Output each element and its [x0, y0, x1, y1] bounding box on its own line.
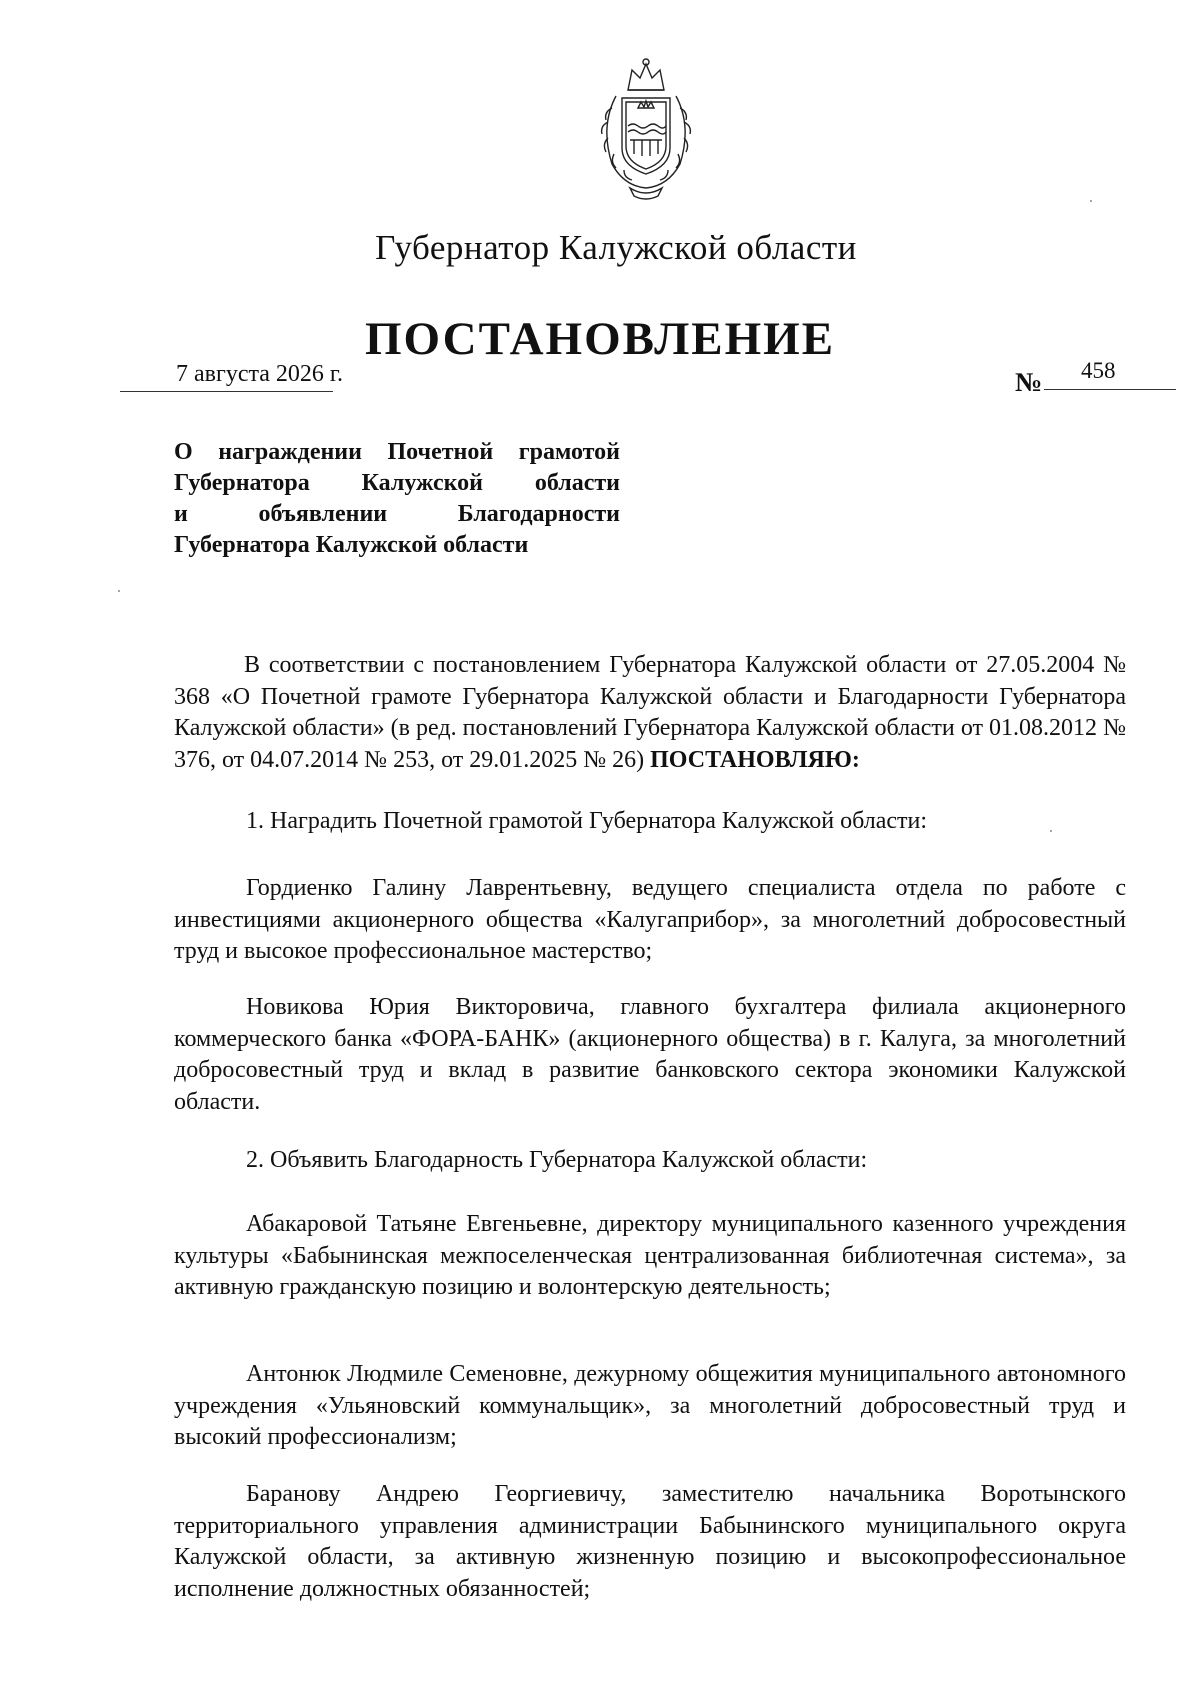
scan-speck — [118, 590, 120, 592]
scan-speck — [1050, 830, 1052, 832]
date-underline — [120, 391, 333, 392]
subject-line-4: Губернатора Калужской области — [174, 532, 529, 558]
subject-word: объявлении — [258, 501, 388, 527]
subject-word: О — [174, 439, 193, 465]
item-1-heading: 1. Наградить Почетной грамотой Губернатора Калужской области: — [246, 808, 928, 834]
preamble-paragraph — [174, 650, 1126, 776]
number-sign: № — [1015, 367, 1043, 397]
subject-line-2 — [174, 468, 620, 499]
subject-word: награждении — [218, 439, 362, 465]
gratitude-paragraph-1: Абакаровой Татьяне Евгеньевне, директору муниципального казенного учреждения культуры «Бабынинская межпоселенческая централизованная библиотечная система», за активную гражданскую позицию и волонтерскую деятельность; — [174, 1211, 1126, 1300]
subject-word: и — [174, 501, 188, 527]
subject-word: области — [534, 470, 620, 496]
gratitude-paragraph-2: Антонюк Людмиле Семеновне, дежурному общежития муниципального автономного учреждения «Ульяновский коммунальщик», за многолетний добросовестный труд и высокий профессионализм; — [174, 1361, 1126, 1450]
award-paragraph-2: Новикова Юрия Викторовича, главного бухгалтера филиала акционерного коммерческого банка «ФОРА-БАНК» (акционерного общества) в г. Калуга, за многолетний добросовестный труд и вклад в развитие банковского сектора экономики Калужской области. — [174, 994, 1126, 1115]
scan-speck — [1090, 200, 1092, 202]
document-date: 7 августа 2026 г. — [176, 361, 344, 387]
document-subject — [174, 437, 620, 561]
item-2-heading: 2. Объявить Благодарность Губернатора Калужской области: — [246, 1147, 868, 1173]
subject-word: Почетной — [387, 439, 494, 465]
subject-word: Губернатора — [174, 470, 310, 496]
subject-line-1 — [174, 437, 620, 468]
award-paragraph-1: Гордиенко Галину Лаврентьевну, ведущего специалиста отдела по работе с инвестициями акционерного общества «Калугаприбор», за многолетний добросовестный труд и высокое профессиональное мастерство; — [174, 875, 1126, 964]
subject-word: Калужской — [361, 470, 483, 496]
gratitude-paragraph-3: Баранову Андрею Георгиевичу, заместителю начальника Воротынского территориального управления администрации Бабынинского муниципального округа Калужской области, за активную жизненную позицию и высокопрофессиональное исполнение должностных обязанностей; — [174, 1481, 1126, 1602]
subject-line-3 — [174, 499, 620, 530]
document-number: 458 — [1081, 358, 1116, 383]
issuing-authority: Губернатор Калужской области — [375, 228, 857, 267]
decree-word: ПОСТАНОВЛЯЮ: — [650, 746, 860, 773]
document-type: ПОСТАНОВЛЕНИЕ — [364, 313, 836, 365]
subject-word: грамотой — [518, 439, 620, 465]
coat-of-arms-icon — [586, 56, 706, 202]
subject-word: Благодарности — [457, 501, 620, 527]
number-underline — [1044, 389, 1176, 390]
preamble-text: В соответствии с постановлением Губернатора Калужской области от 27.05.2004 № 368 «О Почетной грамоте Губернатора Калужской области и Благодарности Губернатора Калужской области» (в ред. постановлений Губернатора Калужской области от 01.08.2012 № 376, от 04.07.2014 № 253, от 29.01.2025 № 26) — [174, 652, 1126, 773]
